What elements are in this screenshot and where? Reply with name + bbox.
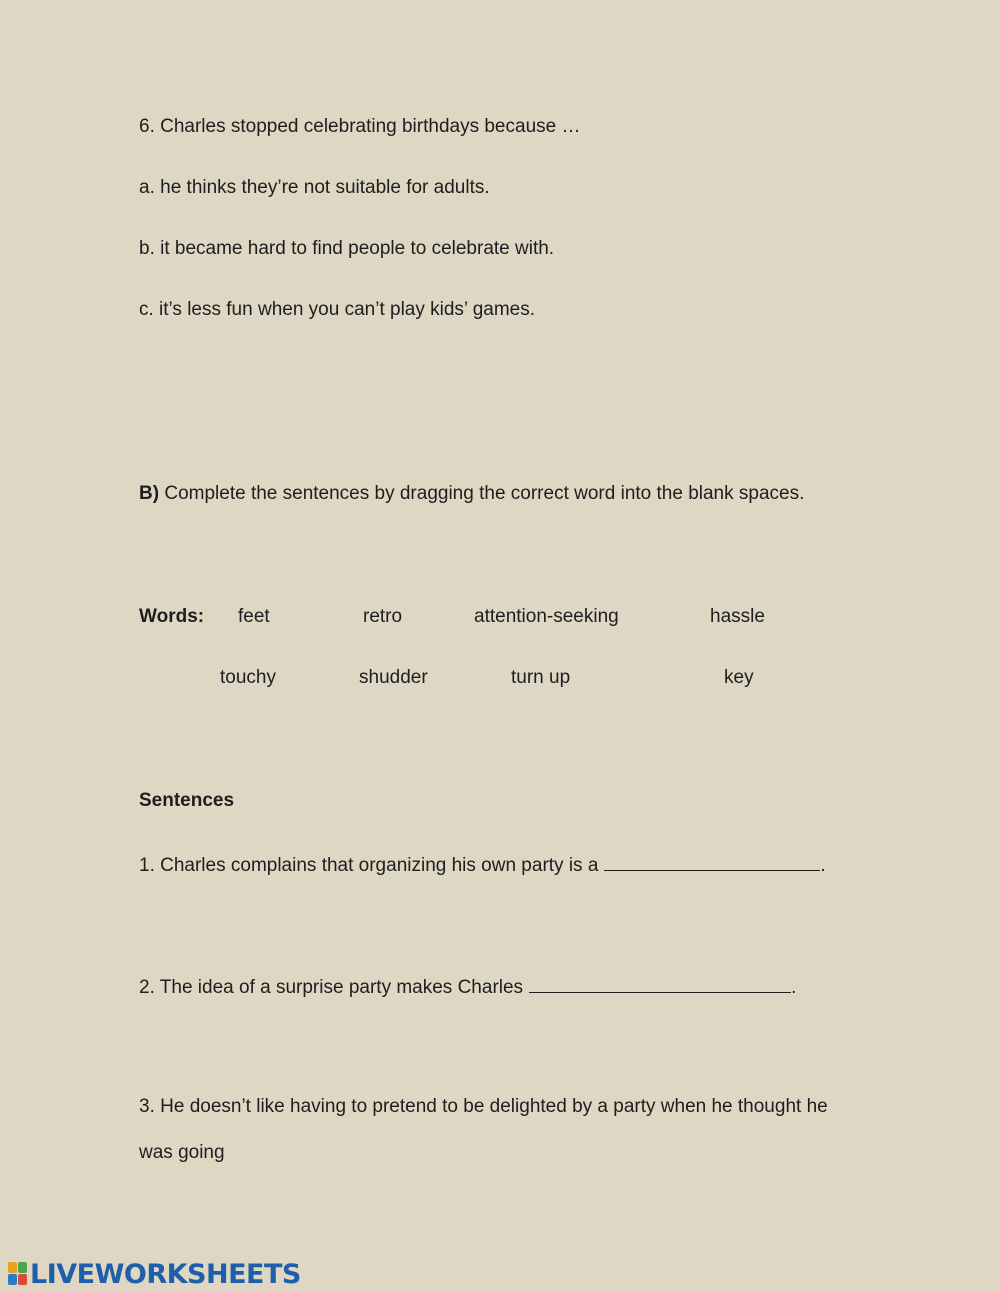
sentence-3-line-1: 3. He doesn’t like having to pretend to be delighted by a party when he thought he xyxy=(139,1096,828,1117)
question-6-option-c[interactable]: c. it’s less fun when you can’t play kids’ games. xyxy=(139,299,536,320)
word-attention-seeking[interactable]: attention-seeking xyxy=(474,606,619,627)
sentence-1 xyxy=(139,850,826,878)
word-feet[interactable]: feet xyxy=(238,606,270,627)
section-b-instruction xyxy=(139,482,804,506)
liveworksheets-logo xyxy=(8,1259,301,1289)
question-6-stem: 6. Charles stopped celebrating birthdays because … xyxy=(139,116,581,137)
liveworksheets-logo-text: LIVEWORKSHEETS xyxy=(30,1258,301,1290)
word-turn-up[interactable]: turn up xyxy=(511,667,571,688)
word-touchy[interactable]: touchy xyxy=(220,667,276,688)
section-b-text: Complete the sentences by dragging the correct word into the blank spaces. xyxy=(164,483,805,504)
word-key[interactable]: key xyxy=(724,667,754,688)
words-label: Words: xyxy=(139,606,205,627)
section-b-label: B) xyxy=(139,483,160,504)
sentences-heading: Sentences xyxy=(139,790,235,811)
sentence-1-text: 1. Charles complains that organizing his own party is a xyxy=(139,855,599,876)
sentence-1-blank[interactable] xyxy=(604,850,820,871)
word-shudder[interactable]: shudder xyxy=(359,667,428,688)
sentence-2-blank[interactable] xyxy=(529,972,791,993)
sentence-3-line-2: was going xyxy=(139,1142,225,1163)
sentence-2 xyxy=(139,972,796,1000)
question-6-option-a[interactable]: a. he thinks they’re not suitable for adults. xyxy=(139,177,490,198)
word-retro[interactable]: retro xyxy=(363,606,403,627)
sentence-2-text: 2. The idea of a surprise party makes Charles xyxy=(139,977,524,998)
word-hassle[interactable]: hassle xyxy=(710,606,765,627)
question-6-option-b[interactable]: b. it became hard to find people to celebrate with. xyxy=(139,238,555,259)
liveworksheets-logo-icon xyxy=(8,1262,28,1286)
sentence-1-period: . xyxy=(820,855,826,876)
sentence-2-period: . xyxy=(791,977,797,998)
